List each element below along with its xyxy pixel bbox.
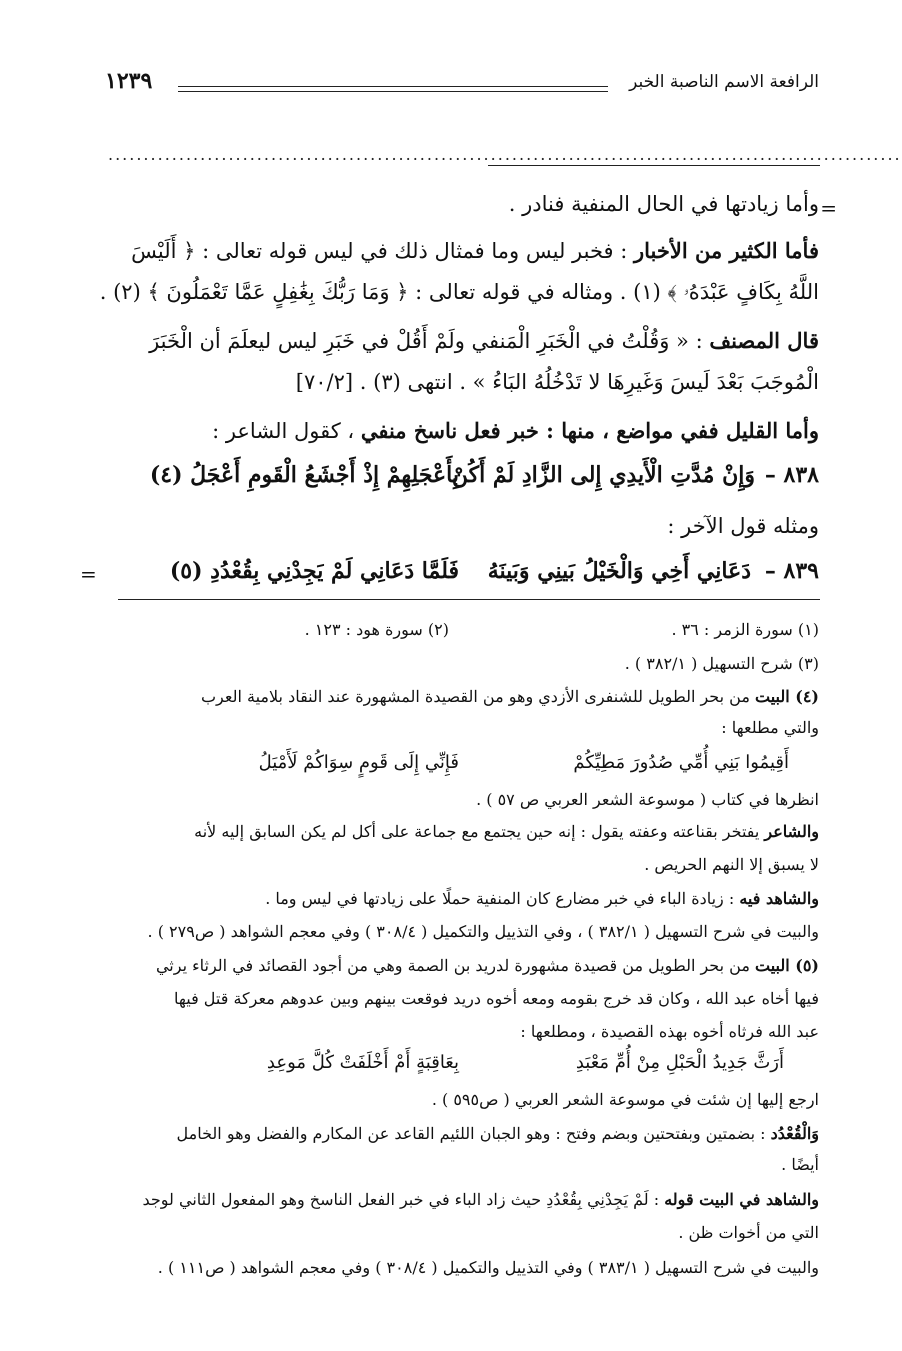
body-text: : فخبر ليس وما فمثال ذلك في ليس قوله تعالى : ﴿ أَلَيْسَ <box>131 239 634 263</box>
footnote-text: : لَمْ يَجِدْنِي بِقُعْدُدِ حيث زاد الباء في خبر الفعل الناسخ وهو المفعول الثاني لوجد <box>142 1190 665 1209</box>
body-line <box>131 238 819 263</box>
footnote-5-line: عبد الله فرثاه أخوه بهذه القصيدة ، ومطلعها : <box>520 1022 819 1041</box>
verse-hemistich-second: فَلَمَّا دَعَانِي لَمْ يَجِدْنِي بِقُعْدُدِ (٥) <box>169 558 459 584</box>
footnote-4-line <box>201 687 819 706</box>
footnote-1: (١) سورة الزمر : ٣٦ . <box>671 620 819 639</box>
verse-hemistich-first: دَعَانِي أَخِي وَالْخَيْلُ بَينِي وَبَينَهُ <box>487 558 751 584</box>
footnote-5-line <box>143 1190 820 1209</box>
footnote-4-line: لا يسبق إلا النهم الحريص . <box>644 855 819 874</box>
footnote-verse-first: أَرَثَّ جَدِيدُ الْحَبْلِ مِنْ أُمِّ مَعْبَدِ <box>575 1052 784 1073</box>
footnote-5-line: التي من أخوات ظن . <box>678 1223 819 1242</box>
verse-number: ٨٣٨ – <box>764 462 819 488</box>
running-header-title: الرافعة الاسم الناصبة الخبر <box>629 72 819 92</box>
footnote-2: (٢) سورة هود : ١٢٣ . <box>304 620 449 639</box>
footnote-5-line <box>156 956 819 975</box>
body-line: الْمُوجَبَ بَعْدَ لَيسَ وَغَيرِهَا لا تَدْخُلُهُ البَاءُ » . انتهى (٣) . [٧٠/٢] <box>295 370 819 394</box>
body-text: : « وَقُلْتُ في الْخَبَرِ الْمَنفي ولَمْ أَقُلْ في خَبَرِ ليس ليعلَمَ أن الْخَبَرَ <box>149 329 710 353</box>
bold-term: والشاهد فيه <box>739 889 819 908</box>
body-line: اللَّهُ بِكَافٍ عَبْدَهُۥ ﴾ (١) . ومثاله في قوله تعالى : ﴿ وَمَا رَبُّكَ بِغَٰفِلٍ عَمَّا تَعْمَلُونَ ﴾ (٢) . <box>99 280 819 304</box>
bold-term: (٤) البيت <box>755 687 819 706</box>
footnote-4-line: والتي مطلعها : <box>721 718 819 737</box>
dotted-separator: ................................................................................................................ <box>108 145 902 164</box>
header-rule <box>178 86 608 92</box>
body-line: ومثله قول الآخر : <box>667 514 819 538</box>
bold-term: قال المصنف <box>709 328 819 353</box>
footnote-verse-second: فَإِنِّي إِلَى قَومٍ سِوَاكُمْ لَأَمْيَلُ <box>258 752 459 773</box>
footnote-5-line: فيها أخاه عبد الله ، وكان قد خرج بقومه ومعه أخوه دريد فوقعت بينهم وبين عدوهم معركة قتل فيها <box>173 989 819 1008</box>
verse-number: ٨٣٩ – <box>764 558 819 584</box>
footnote-4-line <box>194 822 819 841</box>
footnote-rule <box>118 599 820 600</box>
body-line <box>212 418 819 443</box>
footnote-text: يفتخر بقناعته وعفته يقول : إنه حين يجتمع مع جماعة على أكل لم يكن السابق إليه لأنه <box>194 822 765 841</box>
footnote-5-line: ارجع إليها إن شئت في موسوعة الشعر العربي ( ص٥٩٥ ) . <box>431 1090 819 1109</box>
footnote-text: : بضمتين وبفتحتين وبضم وفتح : وهو الجبان اللئيم القاعد عن المكارم والفضل وهو الخامل <box>176 1124 771 1143</box>
footnote-text: : زيادة الباء في خبر مضارع كان المنفية حملًا على زيادتها في ليس وما . <box>265 889 740 908</box>
footnote-5-line: والبيت في شرح التسهيل ( ٣٨٣/١ ) وفي التذييل والتكميل ( ٣٠٨/٤ ) وفي معجم الشواهد ( ص١١١ ) . <box>157 1258 819 1277</box>
bold-term: (٥) البيت <box>755 956 819 975</box>
bold-term: وأما القليل ففي مواضع ، منها : خبر فعل ناسخ منفي <box>360 418 819 443</box>
body-line: وأما زيادتها في الحال المنفية فنادر . <box>508 192 819 216</box>
page-number: ١٢٣٩ <box>105 68 153 94</box>
verse-hemistich-second: بِأَعْجَلِهِمْ إِذْ أَجْشَعُ الْقَومِ أَعْجَلُ (٤) <box>149 462 459 488</box>
footnote-text: من بحر الطويل من قصيدة مشهورة لدريد بن الصمة وهي من أجود القصائد في الرثاء يرثي <box>155 956 755 975</box>
footnote-verse-first: أَقِيمُوا بَنِي أُمِّي صُدُورَ مَطِيِّكُمْ <box>573 752 789 773</box>
verse-hemistich-first: وَإِنْ مُدَّتِ الْأَيدِي إِلى الزَّادِ لَمْ أَكُنْ <box>451 462 755 488</box>
body-text: ، كقول الشاعر : <box>212 419 361 443</box>
bold-term: وَالْقُعْدُد <box>770 1124 819 1143</box>
footnote-4-line: والبيت في شرح التسهيل ( ٣٨٢/١ ) ، وفي التذييل والتكميل ( ٣٠٨/٤ ) وفي معجم الشواهد ( ص٢٧٩ ) . <box>147 922 819 941</box>
separator-rule <box>488 165 820 166</box>
continuation-marker: = <box>80 562 97 586</box>
footnote-4-line: انظرها في كتاب ( موسوعة الشعر العربي ص ٥٧ ) . <box>476 790 819 809</box>
footnote-5-line: أيضًا . <box>781 1155 819 1174</box>
bold-term: والشاعر <box>764 822 819 841</box>
body-line <box>149 328 819 353</box>
footnote-text: من بحر الطويل للشنفرى الأزدي وهو من القصيدة المشهورة عند النقاد بلامية العرب <box>200 687 755 706</box>
footnote-4-line <box>265 889 819 908</box>
footnote-5-line <box>177 1124 819 1143</box>
bold-term: والشاهد في البيت قوله <box>664 1190 819 1209</box>
continuation-marker: = <box>820 196 837 220</box>
footnote-verse-second: بِعَاقِبَةٍ أَمْ أَخْلَفَتْ كُلَّ مَوعِدِ <box>266 1052 459 1073</box>
footnote-3: (٣) شرح التسهيل ( ٣٨٢/١ ) . <box>624 654 819 673</box>
bold-term: فأما الكثير من الأخبار <box>633 238 819 263</box>
